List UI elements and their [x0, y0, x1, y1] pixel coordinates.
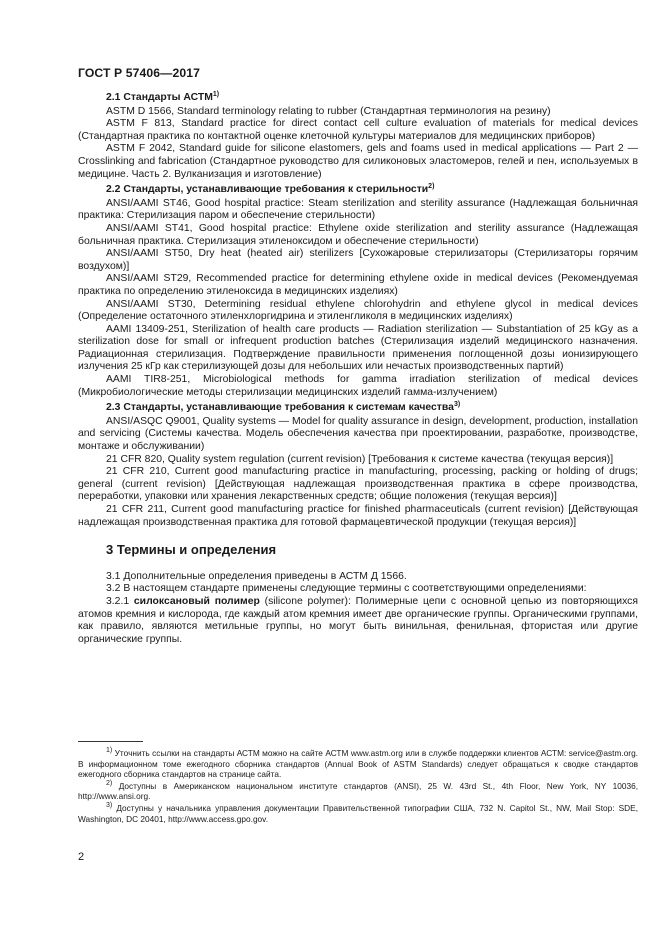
footnote-item: $^{2)}$ Доступны в Американском национальном институте стандартов (ANSI), 25 W. 43rd St., 4th Floor, New York, NY 10036, http://www.ansi.org.	[78, 779, 638, 802]
reference-item: ANSI/AAMI ST29, Recommended practice for determining ethylene oxide in medical devices (Рекомендуемая практика по определению этиленоксида в медицинских изделиях)	[78, 273, 638, 297]
footnote-item: $^{1)}$ Уточнить ссылки на стандарты АСТМ можно на сайте АСТМ www.astm.org или в службе поддержки клиентов АСТМ: service@astm.org. В информационном томе ежегодного сборника стандартов (Annual Book of ASTM Standards) следует обращаться к сводке стандартов ежегодного сборника стандартов на странице сайта.	[78, 747, 638, 780]
footnotes	[78, 748, 638, 825]
reference-item: ANSI/AAMI ST46, Good hospital practice: Steam sterilization and sterility assurance (Надлежащая больничная практика: Стерилизация паром и обеспечение стерильности)	[78, 197, 638, 222]
definition-paragraph: 3.1 Дополнительные определения приведены в АСТМ Д 1566.	[106, 570, 407, 582]
section-heading-3: 3 Термины и определения	[106, 542, 277, 558]
section-heading-2-3: 2.3 Стандарты, устанавливающие требования к системам качества$^{3)}$	[106, 401, 461, 414]
reference-item: ANSI/ASQC Q9001, Quality systems — Model for quality assurance in design, development, production, installation and servicing (Системы качества. Модель обеспечения качества при проектировании, разработке, производстве, монтаже и обслуживании)	[78, 415, 638, 453]
reference-item: ANSI/AAMI ST41, Good hospital practice: Ethylene oxide sterilization and sterility assurance (Надлежащая больничная практика. Стерилизация этиленоксидом и обеспечение стерильности)	[78, 222, 638, 247]
section-heading-2-1: 2.1 Стандарты АСТМ$^{1)}$	[106, 91, 220, 103]
reference-item: ASTM F 2042, Standard guide for silicone elastomers, gels and foams used in medical applications — Part 2 — Crosslinking and fabrication (Стандартное руководство для силиконовых эластомеров, гелей и пен, используемых в медицине. Часть 2. Вулканизация и изготовление)	[78, 143, 638, 180]
reference-item: ASTM F 813, Standard practice for direct contact cell culture evaluation of materials for medical devices (Стандартная практика по контактной оценке клеточной культуры материалов для медицинских приборов)	[78, 118, 638, 142]
footnote-item: $^{3)}$ Доступны у начальника управления документации Правительственной типографии США, 732 N. Capitol St., NW, Mail Stop: SDE, Washington, DC 20401, http://www.access.gpo.gov.	[78, 801, 638, 824]
reference-item: 21 CFR 820, Quality system regulation (current revision) [Требования к системе качества (текущая версия)]	[106, 453, 614, 465]
reference-item: ANSI/AAMI ST30, Determining residual ethylene chlorohydrin and ethylene glycol in medical devices (Определение остаточного этиленхлоргидрина и этиленгликоля в медицинских изделиях)	[78, 298, 638, 323]
term-name: силоксановый полимер	[133, 595, 260, 607]
document-header: ГОСТ Р 57406—2017	[78, 66, 200, 80]
section-heading-2-2: 2.2 Стандарты, устанавливающие требования к стерильности$^{2)}$	[106, 183, 435, 196]
reference-item: AAMI TIR8-251, Microbiological methods for gamma irradiation sterilization of medical devices (Микробиологические методы стерилизации медицинских изделий гамма-излучением)	[78, 374, 638, 398]
term-definition: 3.2.1 силоксановый полимер (silicone polymer): Полимерные цепи с основной цепью из повторяющихся атомов кремния и кислорода, где каждый атом кремния имеет две органические группы. Органическими группами, как правило, являются метильные группы, но могут быть винильная, фенильная, фтористая или другие органические группы.	[78, 595, 638, 645]
reference-item: ANSI/AAMI ST50, Dry heat (heated air) sterilizers [Сухожаровые стерилизаторы (Стерилизаторы горячим воздухом)]	[78, 248, 638, 272]
reference-item: AAMI 13409-251, Sterilization of health care products — Radiation sterilization — Substantiation of 25 kGy as a sterilization dose for small or infrequent production batches (Стерилизация изделий медицинского назначения. Радиационная стерилизация. Подтверждение правильности применения поглощенной дозы ионизирующего излучения 25 кГр как стерилизующей дозы для небольших или нечастых производственных партий)	[78, 323, 638, 373]
reference-item: 21 CFR 210, Current good manufacturing practice in manufacturing, processing, packing or holding of drugs; general (current revision) [Действующая надлежащая производственная практика в сфере производства, переработки, упаковки или хранения лекарственных средств; общие положения (текущая версия)]	[78, 466, 638, 503]
footnote-divider	[78, 741, 143, 742]
main-content	[78, 92, 638, 646]
reference-item: ASTM D 1566, Standard terminology relating to rubber (Стандартная терминология на резину)	[106, 105, 551, 117]
page-number: 2	[78, 851, 85, 863]
reference-item: 21 CFR 211, Current good manufacturing practice for finished pharmaceuticals (current revision) [Действующая надлежащая производственная практика для готовой фармацевтической продукции (текущая версия)]	[78, 504, 638, 528]
definition-paragraph: 3.2 В настоящем стандарте применены следующие термины с соответствующими определениями:	[106, 583, 587, 595]
